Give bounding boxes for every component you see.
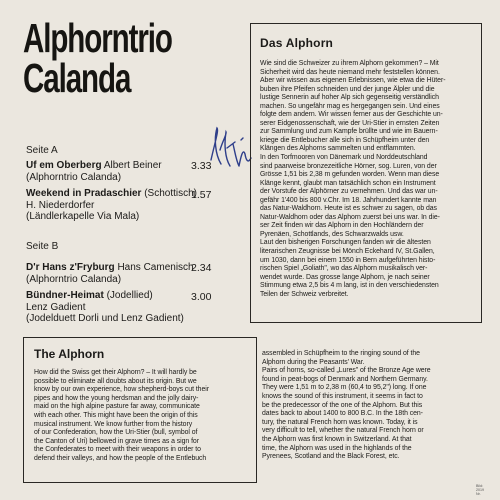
text-line: zur Sammlung und zum Kampfe brüllte und wie im Bauern-: [260, 128, 438, 136]
text-line: very difficult to tell, whether the natural French horn or: [262, 427, 424, 435]
band-title: [23, 15, 172, 101]
track-title: Uf em Oberberg: [26, 160, 102, 171]
band-title-line2: Calanda: [23, 55, 131, 101]
text-line: um 1030, dann bei einem 1550 in Bern aufgeführten histo-: [260, 256, 436, 264]
text-line: das Natur-Waldhorn. Heute ist es schwer zu sagen, ob das: [260, 205, 437, 213]
text-line: lustige Sennerin auf hoher Alp sich gegenseitig verständlich: [260, 94, 439, 102]
text-line: know by our own experience, how shepherd-boys cut their: [34, 386, 209, 394]
track-title: Weekend in Pradaschier: [26, 188, 142, 199]
text-line: machen. So ungefähr mag es hergegangen sein. Und eines: [260, 102, 440, 110]
text-line: 2019: [476, 488, 484, 492]
text-line: dates back to about 1400 to 800 B.C. In the 18th cen-: [262, 410, 423, 418]
text-line: found in peat-bogs of Denmark and Northern Germany.: [262, 375, 428, 383]
track-duration: 2.34: [191, 262, 212, 274]
track-list-item: [26, 290, 216, 325]
text-line: In den Torfmooren von Dänemark und Norddeutschland: [260, 154, 428, 162]
track-performer: (Jodelduett Dorli und Lenz Gadient): [26, 313, 184, 324]
german-text-box: [250, 23, 482, 323]
text-line: maid on the high alpine pasture far away, communicate: [34, 403, 200, 411]
text-line: tury, the natural French horn was known. Today, it is: [262, 418, 418, 426]
text-line: possible to eliminate all doubts about its origin. But we: [34, 377, 197, 385]
english-heading: The Alphorn: [34, 347, 105, 361]
track-performer: (Alphorntrio Calanda): [26, 171, 122, 183]
track-list-item: [26, 262, 216, 285]
side-b-label: Seite B: [26, 241, 59, 252]
text-line: folgte dem andern. Wir wissen ferner aus der Geschichte un-: [260, 111, 443, 119]
text-line: wendet wurde. Das grosse lange Alphorn, je nach seiner: [260, 273, 430, 281]
band-title-line1: Alphorntrio: [23, 15, 172, 61]
text-line: Pyrenees, Scotland and the Black Forest, etc.: [262, 453, 400, 461]
text-line: Pairs of horns, so-called „Lures" of the Bronze Age were: [262, 367, 431, 375]
text-line: with each other. This might have been the origin of this: [34, 411, 198, 419]
text-line: time, the Alphorn was used in the highlands of the: [262, 444, 412, 452]
german-body-text: [260, 60, 471, 299]
text-line: How did the Swiss get their Alphorn? – It will hardly be: [34, 369, 197, 376]
track-composer: Hans Camenisch: [117, 262, 194, 273]
english-text-box: [23, 337, 257, 483]
text-line: of our Confederation, how the Uri-Stier (bull, symbol of: [34, 429, 198, 437]
track-performer: (Alphorntrio Calanda): [26, 273, 122, 285]
track-composer: (Jodellied): [106, 290, 153, 301]
text-line: the Canton of Uri) bellowed in grave times as a sign for: [34, 437, 199, 445]
text-line: Wie sind die Schweizer zu ihrem Alphorn gekommen? – Mit: [260, 60, 439, 67]
text-line: kriege die Entlebucher alle sich in Schüpfheim unter den: [260, 136, 430, 144]
text-line: serer Eidgenossenschaft, wie der Uri-Stier in ernsten Zeiten: [260, 119, 440, 127]
english-body-column-1: [34, 369, 246, 464]
text-line: ser Zeit finden wir das Alphorn in den Hochländern der: [260, 222, 424, 230]
text-line: Natur-Waldhorn oder das Alphorn zuerst bei uns war. In die-: [260, 213, 440, 221]
text-line: Bild:: [476, 484, 483, 488]
text-line: pipes and how the young herdsman and the jolly dairy-: [34, 394, 199, 402]
track-performer: (Ländlerkapelle Via Mala): [26, 211, 140, 222]
text-line: sind paarweise bronzezeitliche Hörner, sog. Luren, von der: [260, 162, 437, 170]
text-line: Grösse 1,51 bis 2,38 m gefunden worden. Wenn man diese: [260, 171, 440, 179]
text-line: knows the sound of this instrument, it seems in fact to: [262, 392, 423, 400]
text-line: musical instrument. We know further from the history: [34, 420, 193, 428]
text-line: Alphorn during the Peasants' War.: [262, 358, 365, 366]
text-line: der Vorstufe der Alphörner zu vernehmen. Und das war un-: [260, 188, 438, 196]
text-line: Sicherheit wird das heute niemand mehr feststellen können.: [260, 68, 440, 76]
text-line: Klänge kennt, glaubt man tatsächlich schon ein Instrument: [260, 179, 436, 187]
track-composer: Albert Beiner: [103, 160, 162, 171]
text-line: gefähr 1'400 bis 800 v.Chr. Im 18. Jahrhundert kannte man: [260, 196, 437, 204]
track-list-item: [26, 188, 216, 223]
text-line: rischen Spiel „Goliath", wo das Alphorn musikalisch ver-: [260, 265, 428, 273]
text-line: Teilen der Schweiz verbreitet.: [260, 290, 349, 298]
track-duration: 3.33: [191, 160, 212, 172]
text-line: buben ihre Pfeifen schneiden und der junge Älpler und die: [260, 85, 435, 93]
text-line: Pyrenäen, Schottlands, des Schwarzwalds usw.: [260, 230, 404, 238]
side-a-label: Seite A: [26, 145, 58, 156]
text-line: Klängen des Alphorns sammelten und entflammten.: [260, 145, 416, 153]
text-line: defend their valleys, and how the people of the Entlebuch: [34, 454, 207, 462]
track-list-item: [26, 160, 216, 183]
track-composer-name: Lenz Gadient: [26, 301, 86, 313]
track-composer-name: H. Niederdorfer: [26, 199, 95, 211]
german-heading: Das Alphorn: [260, 36, 334, 50]
text-line: Laut den bisherigen Forschungen fanden wir die ältesten: [260, 239, 431, 247]
text-line: assembled in Schüpfheim to the ringing sound of the: [262, 350, 420, 357]
text-line: They were 1,51 m to 2,38 m (60,4 to 95,2") long. If one: [262, 384, 427, 392]
track-duration: 3.00: [191, 291, 212, 303]
text-line: Nr.: [476, 492, 481, 496]
text-line: Aber wir wissen aus eigenen Erlebnissen, wie etwa die Hüter-: [260, 77, 446, 85]
text-line: Stimmung etwa 2,5 bis 4 m lang, ist in den verschiedensten: [260, 282, 439, 290]
track-title: D'r Hans z'Fryburg: [26, 262, 115, 273]
text-line: literarischen Zeugnisse bei Mönch Eckehard IV, St.Gallen,: [260, 248, 435, 256]
catalog-stamp: [476, 484, 494, 496]
text-line: the Alphorn was first known in Switzerland. At that: [262, 435, 412, 443]
text-line: be the predecessor of the one of the Alphorn. But this: [262, 401, 423, 409]
english-body-column-2: [262, 350, 488, 462]
track-title: Bündner-Heimat: [26, 290, 104, 301]
track-duration: 1.57: [191, 189, 212, 201]
text-line: the Confederates to meet with their weapons in order to: [34, 446, 201, 454]
track-composer: (Schottisch): [144, 188, 197, 199]
